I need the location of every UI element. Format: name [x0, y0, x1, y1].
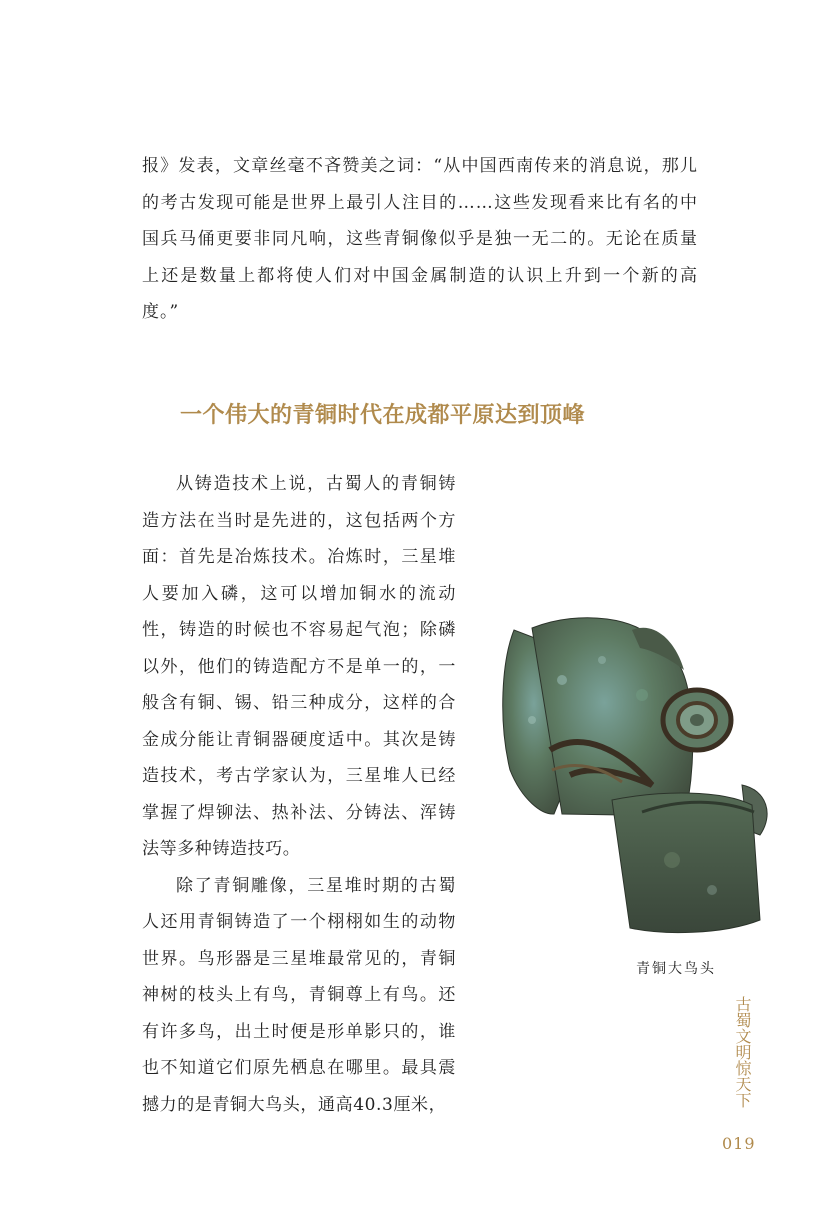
running-title: 古蜀文明惊天下: [733, 996, 752, 1108]
figure-caption: 青铜大鸟头: [636, 961, 716, 977]
body-paragraph-2: 除了青铜雕像，三星堆时期的古蜀人还用青铜铸造了一个栩栩如生的动物世界。鸟形器是三星堆最常见的，青铜神树的枝头上有鸟，青铜尊上有鸟。还有许多鸟，出土时便是形单影只的，谁也不知道它们原先栖息在哪里。最具震撼力的是青铜大鸟头，通高40.3厘米，: [142, 875, 456, 1115]
body-paragraph-1: 从铸造技术上说，古蜀人的青铜铸造方法在当时是先进的，这包括两个方面：首先是冶炼技术。冶炼时，三星堆人要加入磷，这可以增加铜水的流动性，铸造的时候也不容易起气泡；除磷以外，他们的铸造配方不是单一的，一般含有铜、锡、铅三种成分，这样的合金成分能让青铜器硬度适中。其次是铸造技术，考古学家认为，三星堆人已经掌握了焊铆法、热补法、分铸法、浑铸法等多种铸造技巧。: [142, 474, 456, 859]
intro-paragraph: 报》发表，文章丝毫不吝赞美之词：“从中国西南传来的消息说，那儿的考古发现可能是世界上最引人注目的……这些发现看来比有名的中国兵马俑更要非同凡响，这些青铜像似乎是独一无二的。无论在质量上还是数量上都将使人们对中国金属制造的认识上升到一个新的高度。”: [142, 156, 698, 322]
bronze-bird-head-image: [492, 600, 792, 950]
bronze-bird-head-photo: [492, 600, 792, 950]
section-title: 一个伟大的青铜时代在成都平原达到顶峰: [180, 403, 586, 428]
page-number: 019: [722, 1134, 756, 1153]
body-column: [142, 466, 456, 1123]
